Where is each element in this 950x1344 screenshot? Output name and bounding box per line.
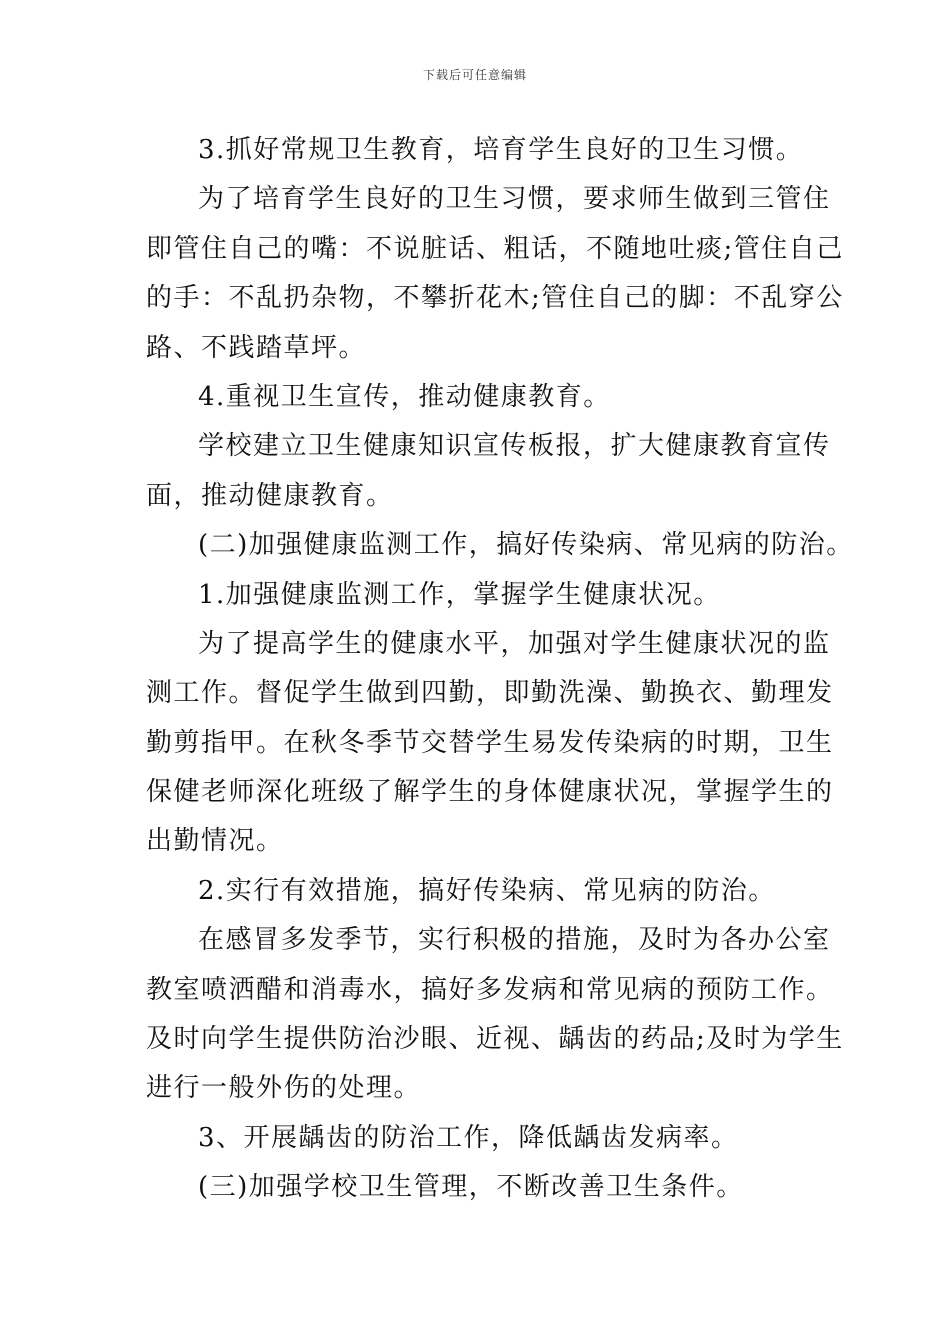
text-line: 3.抓好常规卫生教育，培育学生良好的卫生习惯。 [198,135,804,165]
text-line: 保健老师深化班级了解学生的身体健康状况，掌握学生的 [146,777,834,808]
header-note: 下载后可任意编辑 [422,68,527,82]
text-line: 进行一般外伤的处理。 [146,1073,422,1104]
text-line: 为了提高学生的健康水平，加强对学生健康状况的监 [198,628,831,659]
text-line: 路、不践踏草坪。 [146,332,367,363]
text-line: 教室喷洒醋和消毒水，搞好多发病和常见病的预防工作。 [146,974,834,1005]
text-line: (二)加强健康监测工作，搞好传染病、常见病的防治。 [198,530,854,561]
text-line: 勤剪指甲。在秋冬季节交替学生易发传染病的时期，卫生 [146,727,834,758]
text-line: 测工作。督促学生做到四勤，即勤洗澡、勤换衣、勤理发 [146,678,834,709]
text-line: 学校建立卫生健康知识宣传板报，扩大健康教育宣传 [198,431,831,462]
text-line: 出勤情况。 [146,826,284,857]
text-line: 2.实行有效措施，搞好传染病、常见病的防治。 [198,875,776,906]
document-body [146,126,854,1213]
text-line: 1.加强健康监测工作，掌握学生健康状况。 [198,579,721,610]
text-line: 面，推动健康教育。 [146,480,394,511]
text-line: 在感冒多发季节，实行积极的措施，及时为各办公室 [198,925,831,956]
text-line: (三)加强学校卫生管理，不断改善卫生条件。 [198,1172,744,1203]
text-line: 3、开展龋齿的防治工作，降低龋齿发病率。 [198,1122,739,1153]
text-line: 及时向学生提供防治沙眼、近视、龋齿的药品;及时为学生 [146,1024,844,1055]
text-line: 4.重视卫生宣传，推动健康教育。 [198,381,611,412]
text-line: 的手：不乱扔杂物，不攀折花木;管住自己的脚：不乱穿公 [146,283,844,314]
text-line: 为了培育学生良好的卫生习惯，要求师生做到三管住 [198,184,831,215]
text-line: 即管住自己的嘴：不说脏话、粗话，不随地吐痰;管住自己 [146,233,844,264]
